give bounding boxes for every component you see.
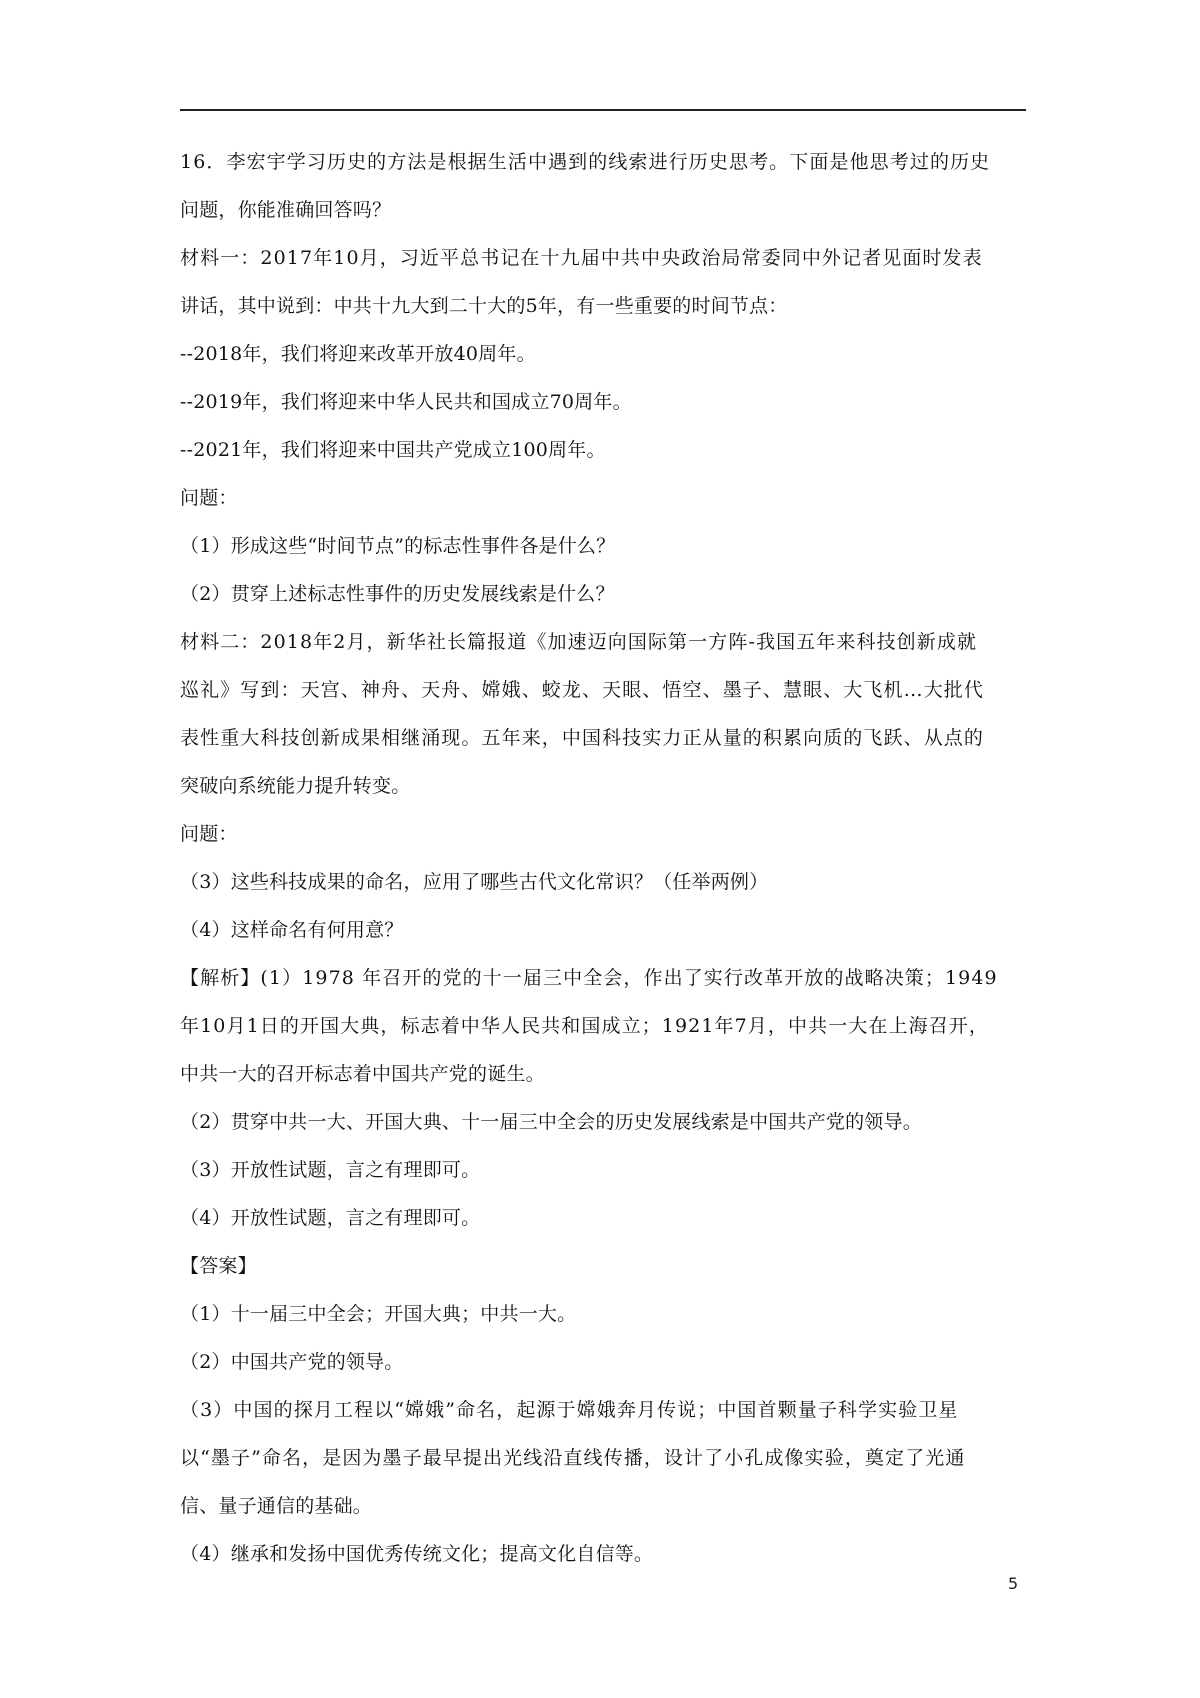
material-line: --2019年，我们将迎来中华人民共和国成立70周年。 (180, 391, 632, 413)
material-line: 巡礼》写到：天宫、神舟、天舟、嫦娥、蛟龙、天眼、悟空、墨子、慧眼、大飞机…大批代 (180, 679, 985, 701)
material-line: --2021年，我们将迎来中国共产党成立100周年。 (180, 439, 606, 461)
material-line: 材料一：2017年10月，习近平总书记在十九届中共中央政治局常委同中外记者见面时发表 (180, 247, 983, 269)
analysis-line: 年10月1日的开国大典，标志着中华人民共和国成立；1921年7月，中共一大在上海召开， (180, 1015, 990, 1037)
answer-line: 以“墨子”命名，是因为墨子最早提出光线沿直线传播，设计了小孔成像实验，奠定了光通 (180, 1447, 966, 1469)
analysis-line: （3）开放性试题，言之有理即可。 (180, 1159, 481, 1181)
sub-question: （2）贯穿上述标志性事件的历史发展线索是什么？ (180, 583, 615, 605)
answer-line: （2）中国共产党的领导。 (180, 1351, 404, 1373)
question-line: 16．李宏宇学习历史的方法是根据生活中遇到的线索进行历史思考。下面是他思考过的历史 (180, 151, 991, 173)
answer-line: （3）中国的探月工程以“嫦娥”命名，起源于嫦娥奔月传说；中国首颗量子科学实验卫星 (180, 1399, 959, 1421)
answer-line: （4）继承和发扬中国优秀传统文化；提高文化自信等。 (180, 1543, 654, 1565)
material-line: 突破向系统能力提升转变。 (180, 775, 411, 797)
question-heading: 问题： (180, 487, 238, 509)
sub-question: （4）这样命名有何用意？ (180, 919, 404, 941)
document-body (180, 150, 1026, 1590)
sub-question: （3）这些科技成果的命名，应用了哪些古代文化常识？（任举两例） (180, 871, 769, 893)
material-line: 表性重大科技创新成果相继涌现。五年来，中国科技实力正从量的积累向质的飞跃、从点的 (180, 727, 985, 749)
page-number: 5 (1008, 1574, 1019, 1593)
material-line: 材料二：2018年2月，新华社长篇报道《加速迈向国际第一方阵-我国五年来科技创新成就 (180, 631, 978, 653)
question-line: 问题，你能准确回答吗？ (180, 199, 392, 221)
analysis-line: （4）开放性试题，言之有理即可。 (180, 1207, 481, 1229)
question-heading: 问题： (180, 823, 238, 845)
header-rule (180, 109, 1026, 111)
answer-line: （1）十一届三中全会；开国大典；中共一大。 (180, 1303, 577, 1325)
material-line: --2018年，我们将迎来改革开放40周年。 (180, 343, 536, 365)
analysis-line: 【解析】(1）1978 年召开的党的十一届三中全会，作出了实行改革开放的战略决策；1949 (180, 967, 998, 989)
analysis-line: （2）贯穿中共一大、开国大典、十一届三中全会的历史发展线索是中国共产党的领导。 (180, 1111, 922, 1133)
material-line: 讲话，其中说到：中共十九大到二十大的5年，有一些重要的时间节点： (180, 295, 788, 317)
sub-question: （1）形成这些“时间节点”的标志性事件各是什么？ (180, 535, 616, 557)
answer-heading: 【答案】 (180, 1255, 257, 1277)
answer-line: 信、量子通信的基础。 (180, 1495, 373, 1517)
analysis-line: 中共一大的召开标志着中国共产党的诞生。 (180, 1063, 545, 1085)
